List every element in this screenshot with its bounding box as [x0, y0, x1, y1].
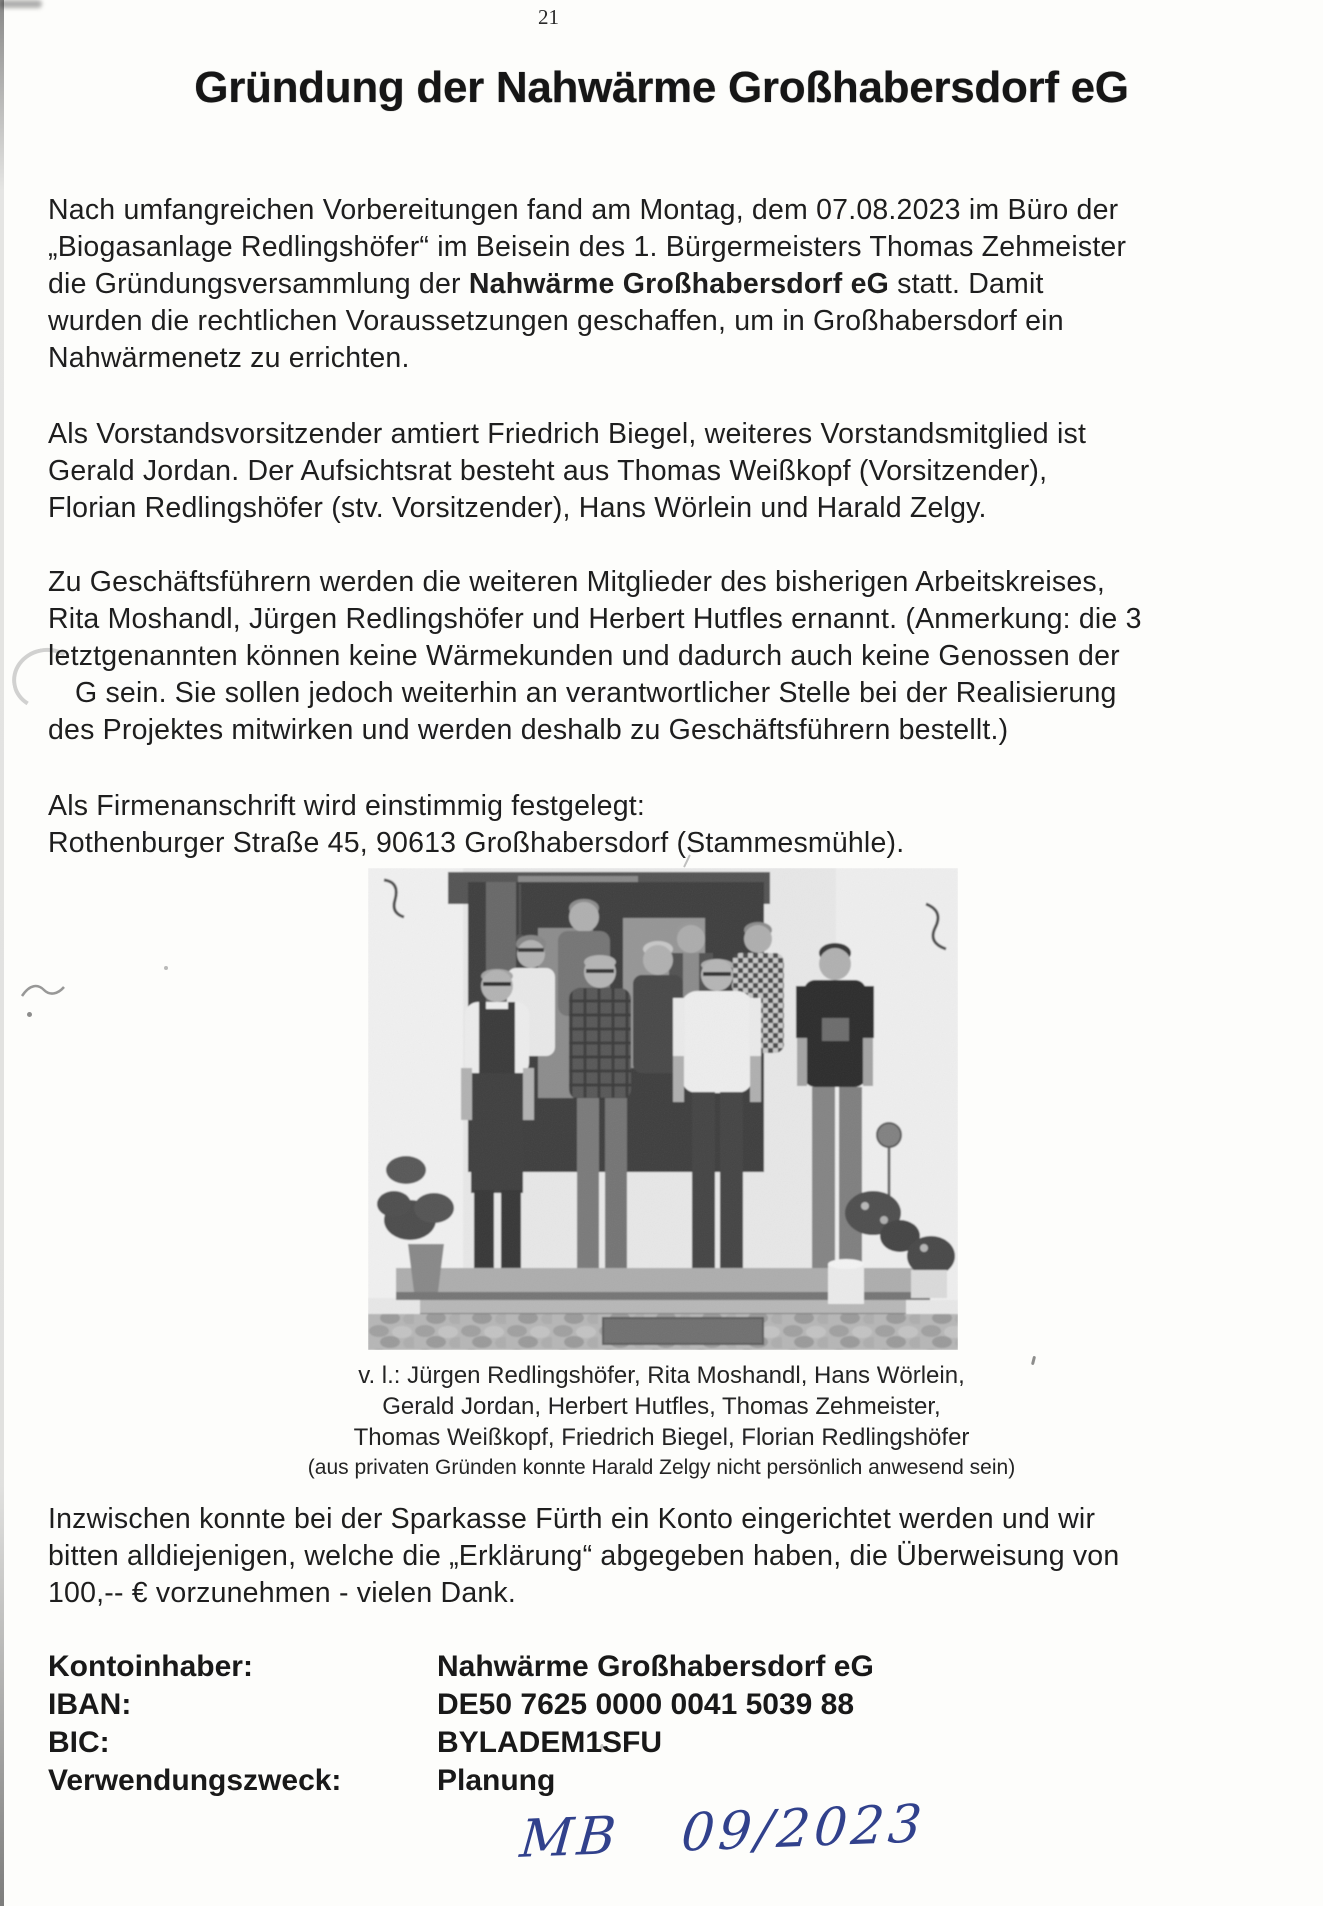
- text-line: Nahwärmenetz zu errichten.: [48, 342, 410, 374]
- account-label: IBAN:: [48, 1688, 132, 1721]
- text-line: die Gründungsversammlung der Nahwärme Großhabersdorf eG statt. Damit: [48, 268, 1044, 300]
- text-line: Gerald Jordan. Der Aufsichtsrat besteht aus Thomas Weißkopf (Vorsitzender),: [48, 455, 1048, 487]
- account-value: Nahwärme Großhabersdorf eG: [437, 1650, 874, 1683]
- handwritten-date: 09/2023: [678, 1794, 928, 1864]
- text-line: Florian Redlingshöfer (stv. Vorsitzender), Hans Wörlein und Harald Zelgy.: [48, 492, 987, 524]
- text-line: Als Firmenanschrift wird einstimmig festgelegt:: [48, 790, 646, 822]
- account-label: Verwendungszweck:: [48, 1764, 342, 1797]
- paragraph-founding: [48, 192, 1126, 377]
- company-name-bold: Nahwärme Großhabersdorf eG: [468, 268, 889, 300]
- paragraph-managers: [48, 564, 1142, 749]
- text-line: letztgenannten können keine Wärmekunden und dadurch auch keine Genossen der: [48, 640, 1120, 672]
- caption-line: v. l.: Jürgen Redlingshöfer, Rita Moshandl, Hans Wörlein,: [358, 1362, 965, 1389]
- caption-line: Thomas Weißkopf, Friedrich Biegel, Florian Redlingshöfer: [353, 1424, 970, 1451]
- paragraph-address: [48, 788, 904, 862]
- text-line: 100,-- € vorzunehmen - vielen Dank.: [48, 1577, 516, 1609]
- account-value: DE50 7625 0000 0041 5039 88: [437, 1688, 855, 1721]
- text-line: wurden die rechtlichen Voraussetzungen geschaffen, um in Großhabersdorf ein: [48, 305, 1064, 337]
- text-line: Rita Moshandl, Jürgen Redlingshöfer und Herbert Hutfles ernannt. (Anmerkung: die 3: [48, 603, 1142, 635]
- account-label: Kontoinhaber:: [48, 1650, 253, 1683]
- text-line: „Biogasanlage Redlingshöfer“ im Beisein des 1. Bürgermeisters Thomas Zehmeister: [48, 231, 1127, 263]
- caption-line: (aus privaten Gründen konnte Harald Zelgy nicht persönlich anwesend sein): [307, 1456, 1016, 1479]
- account-value: BYLADEM1SFU: [437, 1726, 663, 1759]
- text-line: Nach umfangreichen Vorbereitungen fand am Montag, dem 07.08.2023 im Büro der: [48, 194, 1119, 226]
- account-label: BIC:: [48, 1726, 110, 1759]
- scan-smudge-artifact: [0, 0, 42, 8]
- handwritten-note: [518, 1794, 928, 1870]
- scan-grain-overlay: [368, 868, 958, 1350]
- text-line: Zu Geschäftsführern werden die weiteren Mitglieder des bisherigen Arbeitskreises,: [48, 566, 1105, 598]
- page-number: 21: [538, 5, 559, 29]
- text-line: G sein. Sie sollen jedoch weiterhin an verantwortlicher Stelle bei der Realisierung: [75, 677, 1117, 709]
- scan-dot-artifact: [164, 966, 168, 970]
- scan-squiggle-artifact: [20, 980, 66, 1004]
- caption-line: Gerald Jordan, Herbert Hutfles, Thomas Zehmeister,: [382, 1393, 941, 1420]
- text-line: bitten alldiejenigen, welche die „Erklärung“ abgegeben haben, die Überweisung von: [48, 1540, 1120, 1572]
- paragraph-board: [48, 416, 1086, 527]
- text-line: Als Vorstandsvorsitzender amtiert Friedrich Biegel, weiteres Vorstandsmitglied ist: [48, 418, 1087, 450]
- text-line: Inzwischen konnte bei der Sparkasse Fürth ein Konto eingerichtet werden und wir: [48, 1503, 1096, 1535]
- photo-caption: [0, 1360, 1323, 1483]
- account-value: Planung: [437, 1764, 556, 1797]
- scan-dot-artifact: [27, 1012, 32, 1017]
- handwritten-initials: MB: [517, 1805, 623, 1870]
- scan-left-edge-artifact: [0, 0, 4, 1906]
- text-line: des Projektes mitwirken und werden deshalb zu Geschäftsführern bestellt.): [48, 714, 1009, 746]
- paragraph-bank-account: [48, 1501, 1119, 1612]
- founding-photo: [368, 868, 958, 1350]
- text-line: Rothenburger Straße 45, 90613 Großhabersdorf (Stammesmühle).: [48, 827, 905, 859]
- document-title: Gründung der Nahwärme Großhabersdorf eG: [194, 63, 1129, 112]
